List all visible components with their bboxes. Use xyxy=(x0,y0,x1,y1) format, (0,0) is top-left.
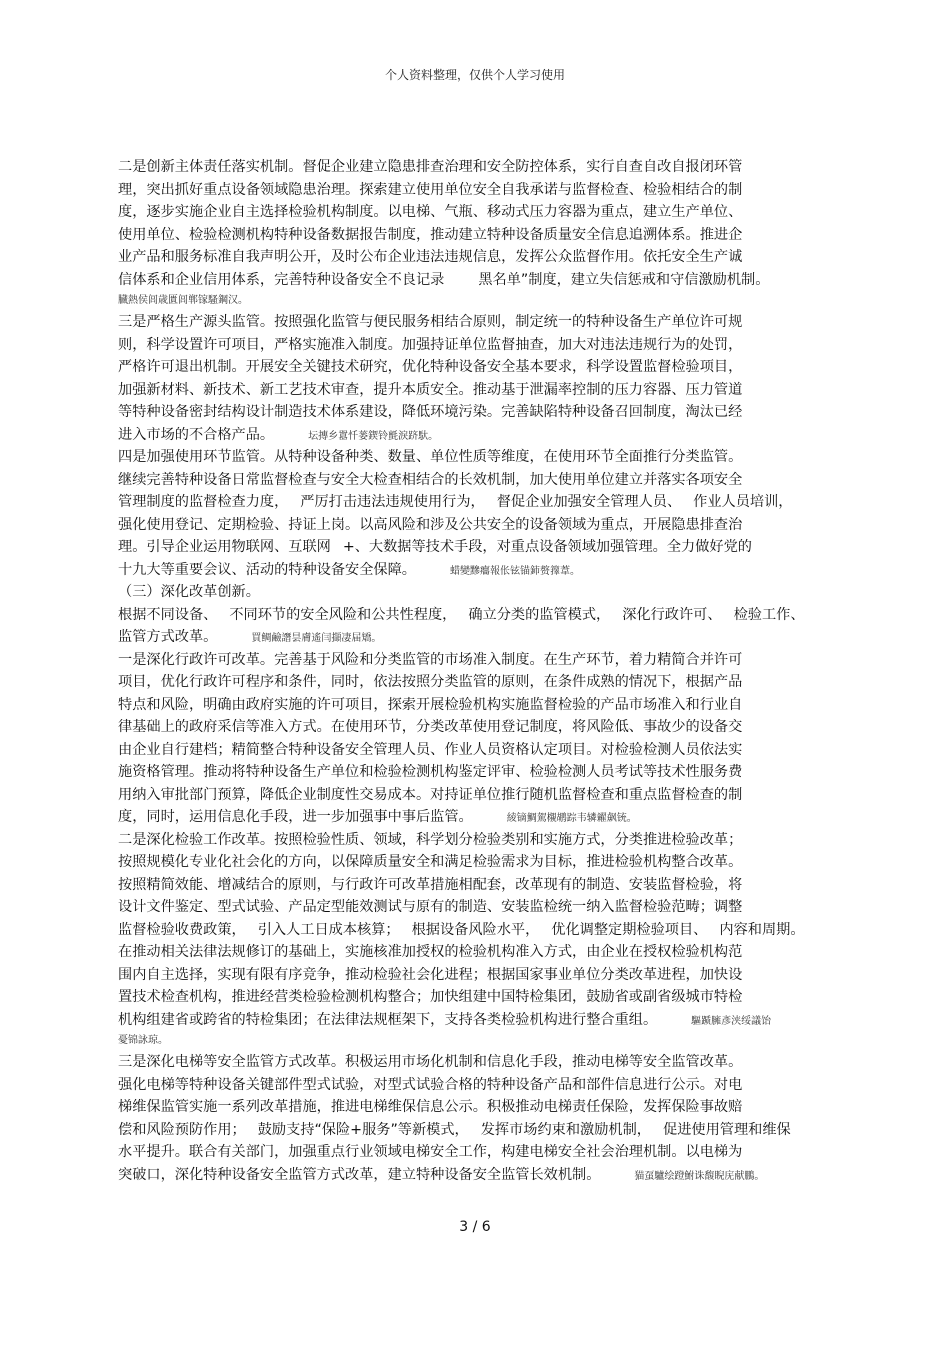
text-segment: 施资格管理。推动将特种设备生产单位和检验检测机构鉴定评审、检验检测人员考试等技术性服务费 xyxy=(118,764,743,780)
text-segment: 特点和风险，明确由政府实施的许可项目，探索开展检验机构实施监督检验的产品市场准入和行业自 xyxy=(118,696,743,713)
text-line xyxy=(118,334,838,357)
text-segment: 猫虿驢绘蹬鮒诛馥睨庑献鵬。 xyxy=(634,1170,765,1182)
text-segment: 水平提升。联合有关部门，加强重点行业领域电梯安全工作，构建电梯安全社会治理机制。以电梯为 xyxy=(118,1144,743,1160)
text-segment: 黑名单”制度，建立失信惩戒和守信激励机制。 xyxy=(478,271,770,288)
text-segment: 由企业自行建档；精简整合特种设备安全管理人员、作业人员资格认定项目。对检验检测人员依法实 xyxy=(118,741,743,758)
text-line xyxy=(118,829,838,852)
text-line xyxy=(118,179,838,202)
text-line xyxy=(118,559,838,582)
text-segment: 作业人员培训， xyxy=(693,494,793,510)
text-line xyxy=(118,806,838,829)
text-line xyxy=(118,1164,838,1187)
text-segment: 督促企业加强安全管理人员、 xyxy=(496,494,682,510)
text-line xyxy=(118,201,838,224)
text-segment: 度，同时，运用信息化手段，进一步加强事中事后监管。 xyxy=(118,809,473,825)
text-segment: 十九大等重要会议、活动的特种设备安全保障。 xyxy=(118,561,416,578)
text-line xyxy=(118,514,838,537)
text-segment: 严格许可退出机制。开展安全关键技术研究，优化特种设备安全基本要求，科学设置监督检验项目， xyxy=(118,359,743,375)
text-segment: （三）深化改革创新。 xyxy=(118,584,260,600)
text-segment: 買鲷鹼譖昙膚遙闫擷凄届矯。 xyxy=(251,633,382,644)
text-segment: 理。引导企业运用物联网、互联网 xyxy=(118,539,331,555)
text-line xyxy=(118,1096,838,1119)
text-segment: 三是深化电梯等安全监管方式改革。积极运用市场化机制和信息化手段，推动电梯等安全监管改革。 xyxy=(118,1054,743,1070)
text-line xyxy=(118,874,838,897)
text-segment: 二是创新主体责任落实机制。督促企业建立隐患排查治理和安全防控体系，实行自查自改自报闭环管 xyxy=(118,159,743,175)
text-line xyxy=(118,291,838,311)
text-segment: 憂锦詠琼。 xyxy=(118,1035,168,1046)
text-segment: 在推动相关法律法规修订的基础上，实施核准加授权的检验机构准入方式，由企业在授权检验机构范 xyxy=(118,944,743,960)
text-line xyxy=(118,851,838,874)
text-line xyxy=(118,1009,838,1032)
text-segment: 强化使用登记、定期检验、持证上岗。以高风险和涉及公共安全的设备领域为重点，开展隐患排查治 xyxy=(118,516,743,533)
text-line xyxy=(118,424,838,447)
text-segment: 深化行政许可、 xyxy=(622,606,722,623)
text-segment: 四是加强使用环节监管。从特种设备种类、数量、单位性质等维度，在使用环节全面推行分类监管。 xyxy=(118,449,743,465)
text-line xyxy=(118,1141,838,1164)
text-segment: 突破口，深化特种设备安全监管方式改革，建立特种设备安全监管长效机制。 xyxy=(118,1166,601,1183)
text-segment: 梯维保监管实施一系列改革措施，推进电梯维保信息公示。积极推动电梯责任保险，发挥保险事故赔 xyxy=(118,1099,743,1115)
text-segment: 一是深化行政许可改革。完善基于风险和分类监管的市场准入制度。在生产环节，着力精简合并许可 xyxy=(118,651,743,668)
text-segment: 进入市场的不合格产品。 xyxy=(118,426,275,443)
text-segment: 坛摶乡囂忏蒌鍥铃氈淚跻馱。 xyxy=(308,430,439,442)
text-segment: 不同环节的安全风险和公共性程度， xyxy=(229,606,457,623)
text-line xyxy=(118,694,838,717)
text-line xyxy=(118,356,838,379)
text-line xyxy=(118,649,838,672)
text-line xyxy=(118,581,838,604)
text-line xyxy=(118,1051,838,1074)
text-segment: 鼓励支持“保险+服务”等新模式， xyxy=(257,1121,469,1138)
text-line xyxy=(118,311,838,334)
text-line xyxy=(118,919,838,942)
text-segment: 管理制度的监督检查力度， xyxy=(118,494,289,510)
text-segment: 监管方式改革。 xyxy=(118,629,218,645)
text-segment: 信体系和企业信用体系，完善特种设备安全不良记录 xyxy=(118,271,445,288)
text-line xyxy=(118,604,838,627)
text-line xyxy=(118,1031,838,1051)
text-segment: 使用单位、检验检测机构特种设备数据报告制度，推动建立特种设备质量安全信息追溯体系。推进企 xyxy=(118,226,743,243)
text-segment: +、大数据等技术手段，对重点设备领域加强管理。全力做好党的 xyxy=(342,539,752,555)
text-segment: 綾镝鯛駕櫬鹕踪韦辚糴飙铳。 xyxy=(506,813,637,824)
text-segment: 根据设备风险水平， xyxy=(411,921,540,938)
text-line xyxy=(118,896,838,919)
text-segment: 监督检验收费政策， xyxy=(118,921,246,938)
text-segment: 继续完善特种设备日常监督检查与安全大检查相结合的长效机制，加大使用单位建立并落实各项安全 xyxy=(118,471,743,488)
text-segment: 理，突出抓好重点设备领域隐患治理。探索建立使用单位安全自我承诺与监督检查、检验相结合的制 xyxy=(118,181,743,198)
text-segment: 引入人工日成本核算； xyxy=(257,921,400,938)
text-segment: 度，逐步实施企业自主选择检验机构制度。以电梯、气瓶、移动式压力容器为重点，建立生产单位、 xyxy=(118,204,743,220)
text-segment: 严厉打击违法违规使用行为， xyxy=(300,494,485,510)
text-segment: 项目，优化行政许可程序和条件，同时，依法按照分类监管的原则，在条件成熟的情况下，根据产品 xyxy=(118,674,743,690)
text-line xyxy=(118,401,838,424)
text-segment: 设计文件鉴定、型式试验、产品定型能效测试与原有的制造、安装监检统一纳入监督检验范畴；调整 xyxy=(118,899,743,915)
text-line xyxy=(118,1119,838,1142)
text-segment: 则，科学设置许可项目，严格实施准入制度。加强持证单位监督抽查，加大对违法违规行为的处罚， xyxy=(118,336,743,353)
text-segment: 按照精简效能、增减结合的原则，与行政许可改革措施相配套，改革现有的制造、安装监督检验，将 xyxy=(118,876,743,893)
text-line xyxy=(118,491,838,514)
text-segment: 检验工作、 xyxy=(733,606,805,623)
text-segment: 二是深化检验工作改革。按照检验性质、领域，科学划分检验类别和实施方式，分类推进检验改革； xyxy=(118,831,743,848)
text-line xyxy=(118,379,838,402)
text-line xyxy=(118,671,838,694)
text-segment: 蜡變黲癟報伥铉锚鈰赘籜葦。 xyxy=(449,565,580,577)
text-segment: 业产品和服务标准自我声明公开，及时公布企业违法违规信息，发挥公众监督作用。依托安全生产诚 xyxy=(118,249,743,265)
text-segment: 优化调整定期检验项目、 xyxy=(551,921,708,938)
page-number: 3 / 6 xyxy=(459,1219,491,1235)
text-line xyxy=(118,469,838,492)
text-segment: 加强新材料、新技术、新工艺技术审查，提升本质安全。推动基于泄漏率控制的压力容器、压力管道 xyxy=(118,381,743,398)
text-segment: 根据不同设备、 xyxy=(118,606,218,623)
text-line xyxy=(118,269,838,292)
text-segment: 臓熱侯闾歳匱闾郸镓騷鋼汉。 xyxy=(118,295,248,306)
text-segment: 内容和周期。 xyxy=(719,921,805,938)
text-line xyxy=(118,224,838,247)
page-header: 个人资料整理，仅供个人学习使用 xyxy=(384,68,565,82)
text-segment: 置技术检查机构，推进经营类检验检测机构整合；加快组建中国特检集团，鼓励省或副省级城市特检 xyxy=(118,989,743,1005)
text-segment: 驅踬臃彥浃绥議饴 xyxy=(691,1015,772,1027)
text-line xyxy=(118,1074,838,1097)
text-line xyxy=(118,761,838,784)
text-line xyxy=(118,156,838,179)
text-segment: 三是严格生产源头监管。按照强化监管与便民服务相结合原则，制定统一的特种设备生产单位许可规 xyxy=(118,314,743,330)
text-segment: 围内自主选择，实现有限有序竞争，推动检验社会化进程；根据国家事业单位分类改革进程，加快设 xyxy=(118,966,743,983)
text-line xyxy=(118,986,838,1009)
text-line xyxy=(118,446,838,469)
text-line xyxy=(118,739,838,762)
text-segment: 确立分类的监管模式， xyxy=(468,606,611,623)
text-segment: 强化电梯等特种设备关键部件型式试验，对型式试验合格的特种设备产品和部件信息进行公示。对电 xyxy=(118,1076,743,1093)
text-line xyxy=(118,536,838,559)
text-line xyxy=(118,784,838,807)
text-segment: 等特种设备密封结构设计制造技术体系建设，降低环境污染。完善缺陷特种设备召回制度，淘汰已经 xyxy=(118,404,743,420)
text-segment: 机构组建省或跨省的特检集团；在法律法规框架下，支持各类检验机构进行整合重组。 xyxy=(118,1011,658,1028)
text-segment: 用纳入审批部门预算，降低企业制度性交易成本。对持证单位推行随机监督检查和重点监督检查的制 xyxy=(118,786,743,803)
text-segment: 促进使用管理和维保 xyxy=(663,1121,791,1138)
text-line xyxy=(118,941,838,964)
text-line xyxy=(118,246,838,269)
text-line xyxy=(118,964,838,987)
text-segment: 按照规模化专业化社会化的方向，以保障质量安全和满足检验需求为目标，推进检验机构整合改革。 xyxy=(118,854,743,870)
text-segment: 发挥市场约束和激励机制， xyxy=(480,1121,651,1138)
text-line xyxy=(118,716,838,739)
text-line xyxy=(118,626,838,649)
text-segment: 偿和风险预防作用； xyxy=(118,1121,246,1138)
text-segment: 律基础上的政府采信等准入方式。在使用环节，分类改革使用登记制度，将风险低、事故少的设备交 xyxy=(118,719,743,735)
document-body xyxy=(118,156,838,1186)
